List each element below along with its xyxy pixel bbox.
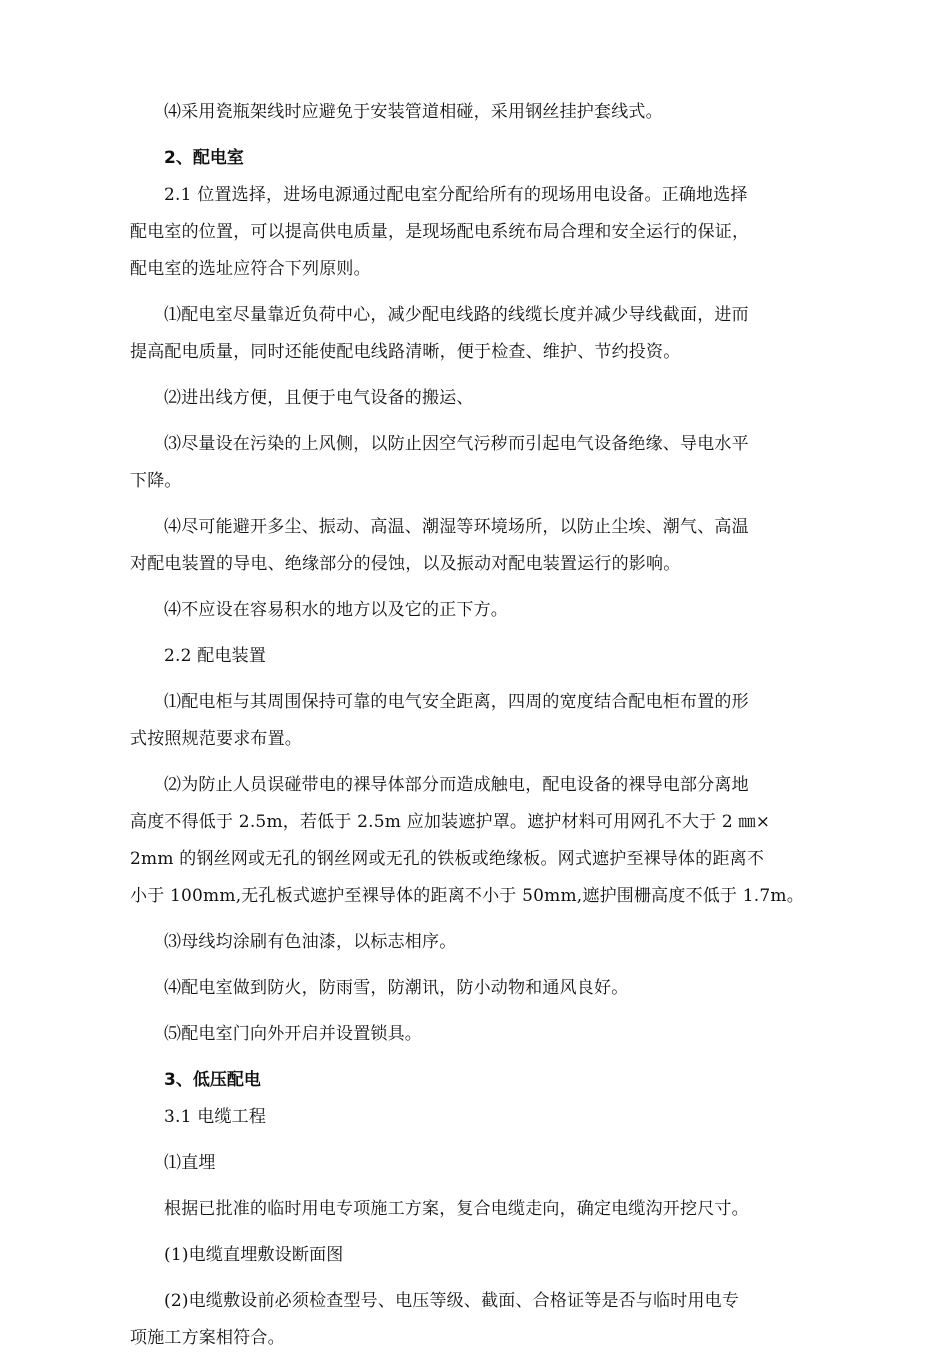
paragraph — [130, 1016, 820, 1053]
text-line: 提高配电质量，同时还能使配电线路清晰，便于检查、维护、节约投资。 — [130, 342, 681, 362]
text-line: 2mm 的钢丝网或无孔的钢丝网或无孔的铁板或绝缘板。网式遮护至裸导体的距离不 — [130, 849, 765, 869]
text-line: 对配电装置的导电、绝缘部分的侵蚀，以及振动对配电装置运行的影响。 — [130, 554, 681, 574]
text-line: ⑵进出线方便，且便于电气设备的搬运、 — [164, 388, 474, 408]
paragraph — [130, 1237, 820, 1274]
paragraph — [130, 1283, 820, 1357]
text-line: (2)电缆敷设前必须检查型号、电压等级、截面、合格证等是否与临时用电专 — [164, 1291, 740, 1311]
text-line: ⑶尽量设在污染的上风侧，以防止因空气污秽而引起电气设备绝缘、导电水平 — [164, 434, 749, 454]
text-line: 2.1 位置选择，进场电源通过配电室分配给所有的现场用电设备。正确地选择 — [164, 185, 748, 205]
section-heading — [130, 140, 820, 177]
text-line: ⑷采用瓷瓶架线时应避免于安装管道相碰，采用钢丝挂护套线式。 — [164, 102, 663, 122]
text-line: ⑴配电柜与其周围保持可靠的电气安全距离，四周的宽度结合配电柜布置的形 — [164, 692, 749, 712]
text-line: 2、配电室 — [164, 148, 244, 168]
paragraph — [130, 1191, 820, 1228]
text-line: ⑷尽可能避开多尘、振动、高温、潮湿等环境场所，以防止尘埃、潮气、高温 — [164, 517, 749, 537]
text-line: 配电室的位置，可以提高供电质量，是现场配电系统布局合理和安全运行的保证， — [130, 222, 750, 242]
text-line: ⑵为防止人员误碰带电的裸导体部分而造成触电，配电设备的裸导电部分离地 — [164, 775, 749, 795]
text-line: 高度不得低于 2.5m，若低于 2.5m 应加装遮护罩。遮护材料可用网孔不大于 2 ㎜× — [130, 812, 771, 832]
text-line: ⑸配电室门向外开启并设置锁具。 — [164, 1024, 422, 1044]
paragraph — [130, 684, 820, 758]
text-line: ⑴直埋 — [164, 1153, 216, 1173]
paragraph — [130, 94, 820, 131]
text-line: 3.1 电缆工程 — [164, 1107, 267, 1127]
text-line: ⑶母线均涂刷有色油漆，以标志相序。 — [164, 932, 457, 952]
text-line: 小于 100mm,无孔板式遮护至裸导体的距离不小于 50mm,遮护围栅高度不低于 1.7m。 — [130, 886, 804, 906]
paragraph — [130, 924, 820, 961]
text-line: 式按照规范要求布置。 — [130, 729, 302, 749]
text-line: (1)电缆直埋敷设断面图 — [164, 1245, 344, 1265]
section-heading — [130, 1062, 820, 1099]
paragraph — [130, 380, 820, 417]
text-line: ⑷配电室做到防火，防雨雪，防潮讯，防小动物和通风良好。 — [164, 978, 629, 998]
text-line: 下降。 — [130, 471, 182, 491]
paragraph — [130, 177, 820, 288]
paragraph — [130, 1145, 820, 1182]
text-line: 3、低压配电 — [164, 1070, 261, 1090]
paragraph — [130, 767, 820, 915]
paragraph — [130, 509, 820, 583]
text-line: ⑴配电室尽量靠近负荷中心，减少配电线路的线缆长度并减少导线截面，进而 — [164, 305, 749, 325]
paragraph — [130, 297, 820, 371]
paragraph — [130, 638, 820, 675]
document-body — [130, 94, 820, 1366]
text-line: 2.2 配电装置 — [164, 646, 267, 666]
text-line: 配电室的选址应符合下列原则。 — [130, 259, 371, 279]
text-line: ⑷不应设在容易积水的地方以及它的正下方。 — [164, 600, 508, 620]
paragraph — [130, 592, 820, 629]
paragraph — [130, 970, 820, 1007]
paragraph — [130, 1099, 820, 1136]
text-line: 项施工方案相符合。 — [130, 1328, 285, 1348]
text-line: 根据已批准的临时用电专项施工方案，复合电缆走向，确定电缆沟开挖尺寸。 — [164, 1199, 749, 1219]
paragraph — [130, 426, 820, 500]
